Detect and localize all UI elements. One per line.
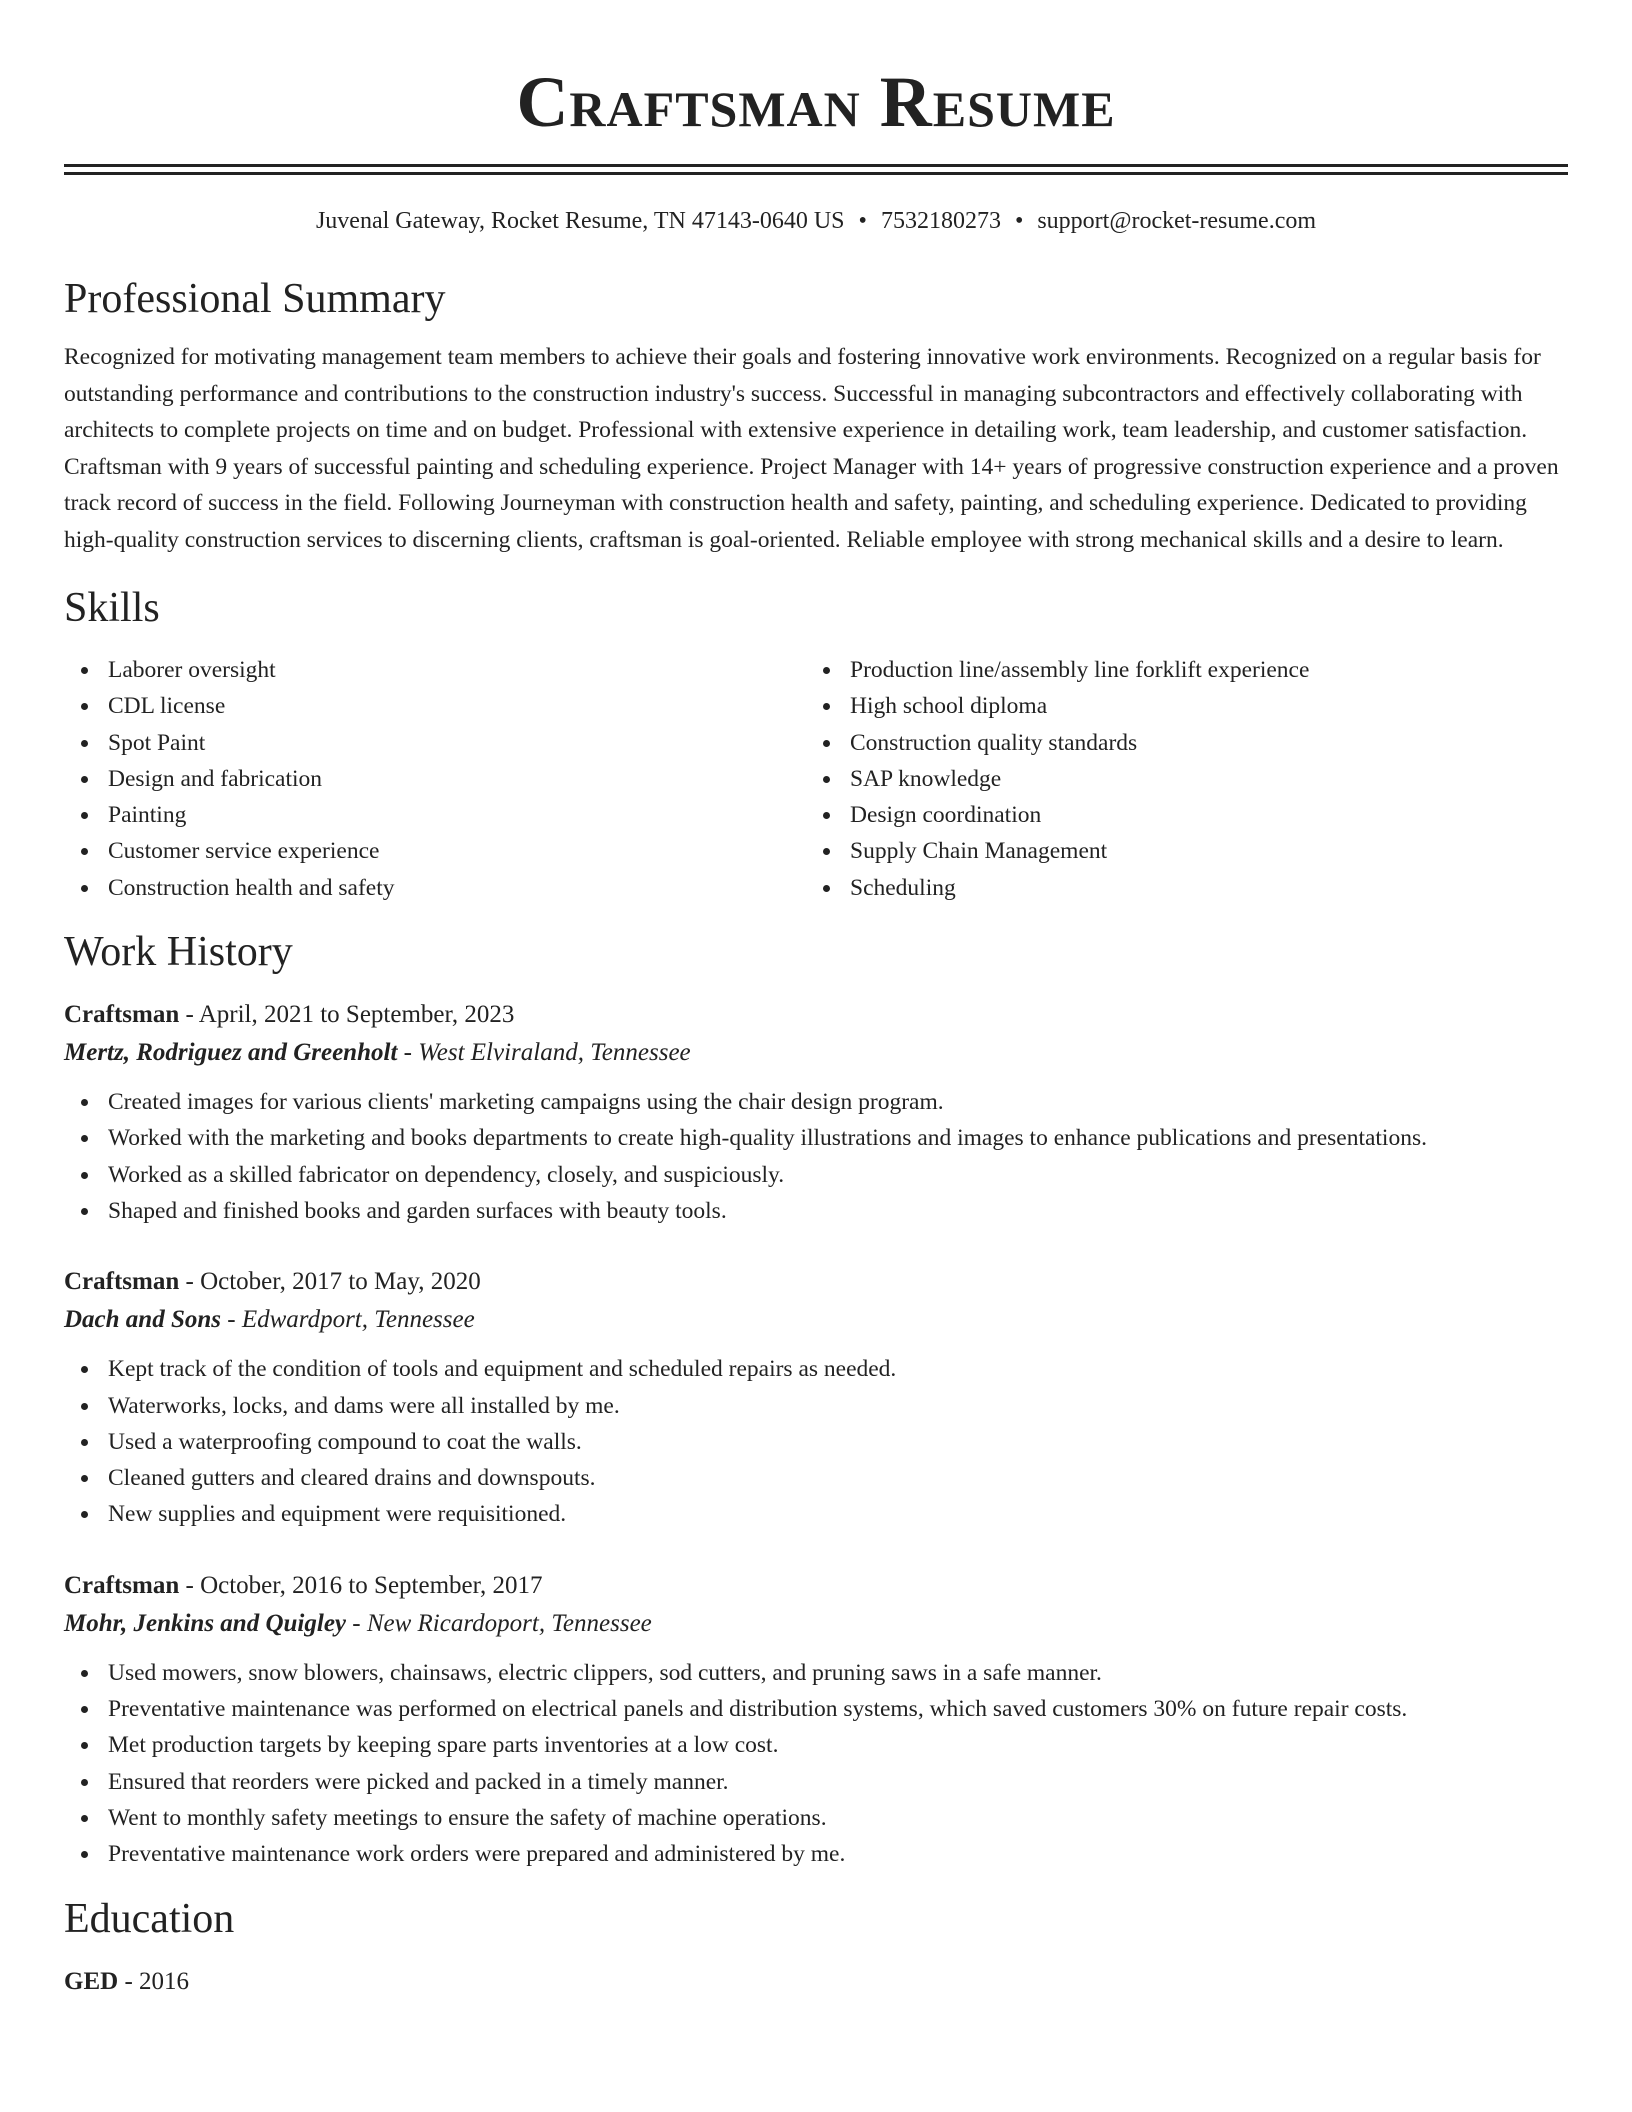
company-line: [64, 1605, 1568, 1643]
job-duty: Ensured that reorders were picked and packed in a timely manner.: [64, 1764, 1568, 1800]
skills-columns: [64, 652, 1568, 906]
job-title: Craftsman: [64, 1571, 180, 1599]
skills-list-left: [64, 652, 806, 906]
job-duty: Used mowers, snow blowers, chainsaws, electric clippers, sod cutters, and pruning saws in a safe manner.: [64, 1655, 1568, 1691]
job-title: Craftsman: [64, 1268, 180, 1296]
job-entry: [64, 996, 1568, 1229]
job-duty: Waterworks, locks, and dams were all installed by me.: [64, 1388, 1568, 1424]
job-duty: Met production targets by keeping spare parts inventories at a low cost.: [64, 1727, 1568, 1763]
job-entry: [64, 1567, 1568, 1873]
job-duties: [64, 1655, 1568, 1873]
job-title-line: [64, 996, 1568, 1034]
contact-separator: •: [1014, 208, 1024, 234]
job-duties: [64, 1084, 1568, 1229]
skill-item: Construction health and safety: [64, 870, 806, 906]
job-dates: - April, 2021 to September, 2023: [179, 1001, 515, 1029]
job-duty: Kept track of the condition of tools and equipment and scheduled repairs as needed.: [64, 1351, 1568, 1387]
education-year: - 2016: [118, 1967, 190, 1995]
job-duty: Preventative maintenance work orders were prepared and administered by me.: [64, 1836, 1568, 1872]
skill-item: Scheduling: [806, 870, 1548, 906]
resume-title: Craftsman Resume: [516, 62, 1116, 142]
summary-heading: Professional Summary: [64, 276, 446, 322]
job-duty: Cleaned gutters and cleared drains and downspouts.: [64, 1460, 1568, 1496]
job-entry: [64, 1263, 1568, 1532]
job-title-line: [64, 1263, 1568, 1301]
skill-item: CDL license: [64, 688, 806, 724]
company-location: - West Elviraland, Tennessee: [397, 1039, 691, 1067]
job-duties: [64, 1351, 1568, 1532]
contact-email: support@rocket-resume.com: [1037, 208, 1317, 234]
company-name: Mohr, Jenkins and Quigley: [64, 1609, 347, 1637]
job-duty: New supplies and equipment were requisitioned.: [64, 1496, 1568, 1532]
skill-item: SAP knowledge: [806, 761, 1548, 797]
company-name: Mertz, Rodriguez and Greenholt: [64, 1039, 398, 1067]
company-line: [64, 1301, 1568, 1339]
skill-item: High school diploma: [806, 688, 1548, 724]
job-dates: - October, 2017 to May, 2020: [179, 1268, 481, 1296]
company-location: - New Ricardoport, Tennessee: [346, 1609, 652, 1637]
job-duty: Shaped and finished books and garden surfaces with beauty tools.: [64, 1193, 1568, 1229]
skill-item: Production line/assembly line forklift experience: [806, 652, 1548, 688]
job-duty: Created images for various clients' marketing campaigns using the chair design program.: [64, 1084, 1568, 1120]
contact-line: [64, 205, 1568, 237]
skill-item: Laborer oversight: [64, 652, 806, 688]
job-duty: Went to monthly safety meetings to ensure the safety of machine operations.: [64, 1800, 1568, 1836]
education-degree: GED: [64, 1967, 119, 1995]
skill-item: Supply Chain Management: [806, 833, 1548, 869]
skill-item: Construction quality standards: [806, 725, 1548, 761]
skill-item: Painting: [64, 797, 806, 833]
job-duty: Worked with the marketing and books departments to create high-quality illustrations and images to enhance publications and presentations.: [64, 1120, 1568, 1156]
skill-item: Customer service experience: [64, 833, 806, 869]
skill-item: Design coordination: [806, 797, 1548, 833]
company-name: Dach and Sons: [64, 1306, 221, 1334]
skill-item: Spot Paint: [64, 725, 806, 761]
summary-text: Recognized for motivating management team members to achieve their goals and fostering innovative work environments. Recognized on a regular basis for outstanding performance and contributions to the construction industry's success. Successful in managing subcontractors and effectively collaborating with architects to complete projects on time and on budget. Professional with extensive experience in detailing work, team leadership, and customer satisfaction. Craftsman with 9 years of successful painting and scheduling experience. Project Manager with 14+ years of progressive construction experience and a proven track record of success in the field. Following Journeyman with construction health and safety, painting, and scheduling experience. Dedicated to providing high-quality construction services to discerning clients, craftsman is goal-oriented. Reliable employee with strong mechanical skills and a desire to learn.: [64, 344, 1559, 553]
skills-list-right: [806, 652, 1548, 906]
company-line: [64, 1034, 1568, 1072]
title-divider: [64, 164, 1568, 175]
contact-separator: •: [858, 208, 867, 234]
education-entry: [64, 1963, 1568, 2001]
job-title: Craftsman: [64, 1001, 180, 1029]
job-title-line: [64, 1567, 1568, 1605]
contact-address: Juvenal Gateway, Rocket Resume, TN 47143-0640 US: [315, 208, 845, 234]
job-dates: - October, 2016 to September, 2017: [179, 1571, 543, 1599]
skills-heading: Skills: [64, 585, 160, 631]
work-history-heading: Work History: [64, 929, 293, 976]
job-duty: Preventative maintenance was performed on electrical panels and distribution systems, which saved customers 30% on future repair costs.: [64, 1691, 1568, 1727]
education-heading: Education: [64, 1895, 235, 1942]
skill-item: Design and fabrication: [64, 761, 806, 797]
contact-phone: 7532180273: [880, 208, 1001, 234]
job-duty: Used a waterproofing compound to coat the walls.: [64, 1424, 1568, 1460]
job-duty: Worked as a skilled fabricator on dependency, closely, and suspiciously.: [64, 1157, 1568, 1193]
company-location: - Edwardport, Tennessee: [221, 1306, 475, 1334]
